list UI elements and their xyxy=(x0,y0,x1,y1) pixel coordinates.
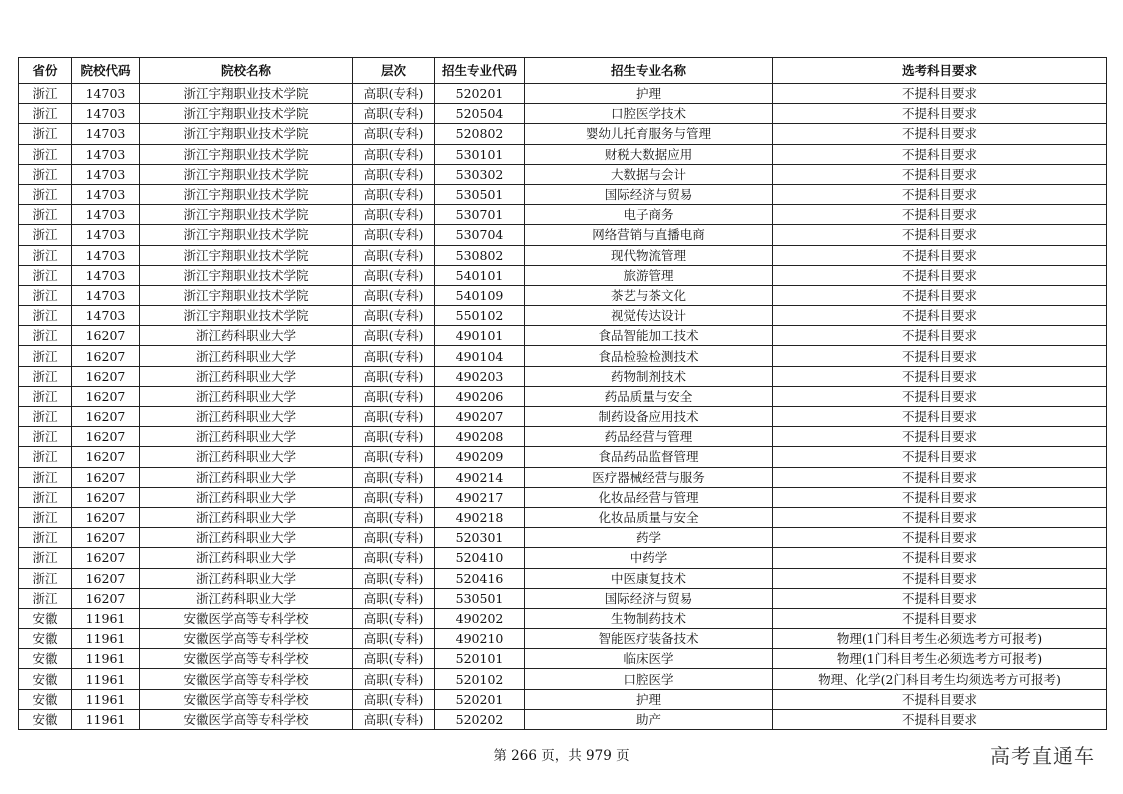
cell-level: 高职(专科) xyxy=(353,629,435,649)
cell-province: 安徽 xyxy=(19,709,72,729)
cell-school-code: 14703 xyxy=(72,205,140,225)
cell-major-code: 520202 xyxy=(435,709,525,729)
cell-level: 高职(专科) xyxy=(353,447,435,467)
cell-subject-requirement: 不提科目要求 xyxy=(773,568,1107,588)
cell-school-name: 浙江宇翔职业技术学院 xyxy=(140,164,353,184)
cell-province: 浙江 xyxy=(19,507,72,527)
cell-province: 浙江 xyxy=(19,144,72,164)
table-row xyxy=(19,245,1107,265)
cell-school-name: 浙江宇翔职业技术学院 xyxy=(140,205,353,225)
table-row xyxy=(19,467,1107,487)
cell-major-name: 财税大数据应用 xyxy=(525,144,773,164)
cell-province: 浙江 xyxy=(19,306,72,326)
cell-province: 安徽 xyxy=(19,629,72,649)
cell-major-name: 护理 xyxy=(525,689,773,709)
cell-subject-requirement: 物理、化学(2门科目考生均须选考方可报考) xyxy=(773,669,1107,689)
cell-major-code: 530704 xyxy=(435,225,525,245)
cell-subject-requirement: 不提科目要求 xyxy=(773,507,1107,527)
cell-level: 高职(专科) xyxy=(353,366,435,386)
cell-school-code: 16207 xyxy=(72,386,140,406)
cell-major-code: 490209 xyxy=(435,447,525,467)
cell-level: 高职(专科) xyxy=(353,164,435,184)
cell-level: 高职(专科) xyxy=(353,588,435,608)
header-major-name: 招生专业名称 xyxy=(525,58,773,84)
table-row xyxy=(19,568,1107,588)
cell-major-name: 助产 xyxy=(525,709,773,729)
cell-major-code: 520102 xyxy=(435,669,525,689)
cell-school-name: 安徽医学高等专科学校 xyxy=(140,669,353,689)
cell-province: 浙江 xyxy=(19,346,72,366)
cell-level: 高职(专科) xyxy=(353,245,435,265)
cell-school-name: 浙江宇翔职业技术学院 xyxy=(140,225,353,245)
cell-major-code: 520504 xyxy=(435,104,525,124)
cell-level: 高职(专科) xyxy=(353,205,435,225)
cell-major-code: 520416 xyxy=(435,568,525,588)
cell-major-name: 电子商务 xyxy=(525,205,773,225)
cell-level: 高职(专科) xyxy=(353,467,435,487)
cell-level: 高职(专科) xyxy=(353,386,435,406)
cell-school-name: 安徽医学高等专科学校 xyxy=(140,649,353,669)
cell-major-name: 医疗器械经营与服务 xyxy=(525,467,773,487)
table-row xyxy=(19,184,1107,204)
table-row xyxy=(19,669,1107,689)
cell-subject-requirement: 不提科目要求 xyxy=(773,326,1107,346)
cell-province: 浙江 xyxy=(19,568,72,588)
table-row xyxy=(19,164,1107,184)
cell-province: 浙江 xyxy=(19,467,72,487)
cell-major-code: 490214 xyxy=(435,467,525,487)
cell-level: 高职(专科) xyxy=(353,608,435,628)
cell-major-code: 490207 xyxy=(435,407,525,427)
cell-school-code: 16207 xyxy=(72,487,140,507)
cell-province: 浙江 xyxy=(19,225,72,245)
cell-school-name: 浙江宇翔职业技术学院 xyxy=(140,144,353,164)
admission-table xyxy=(18,57,1107,730)
cell-province: 浙江 xyxy=(19,164,72,184)
cell-major-code: 530802 xyxy=(435,245,525,265)
cell-province: 浙江 xyxy=(19,245,72,265)
table-row xyxy=(19,285,1107,305)
cell-province: 浙江 xyxy=(19,285,72,305)
cell-province: 浙江 xyxy=(19,447,72,467)
cell-major-name: 药品经营与管理 xyxy=(525,427,773,447)
cell-school-code: 16207 xyxy=(72,346,140,366)
table-row xyxy=(19,709,1107,729)
cell-level: 高职(专科) xyxy=(353,326,435,346)
cell-school-code: 14703 xyxy=(72,104,140,124)
cell-school-code: 16207 xyxy=(72,407,140,427)
cell-school-code: 16207 xyxy=(72,528,140,548)
cell-province: 安徽 xyxy=(19,608,72,628)
cell-major-name: 口腔医学 xyxy=(525,669,773,689)
cell-subject-requirement: 不提科目要求 xyxy=(773,184,1107,204)
cell-major-code: 490210 xyxy=(435,629,525,649)
cell-school-name: 浙江宇翔职业技术学院 xyxy=(140,84,353,104)
cell-major-name: 口腔医学技术 xyxy=(525,104,773,124)
cell-major-code: 520101 xyxy=(435,649,525,669)
cell-school-name: 浙江药科职业大学 xyxy=(140,326,353,346)
cell-subject-requirement: 不提科目要求 xyxy=(773,487,1107,507)
cell-major-code: 530302 xyxy=(435,164,525,184)
cell-level: 高职(专科) xyxy=(353,487,435,507)
cell-school-code: 16207 xyxy=(72,588,140,608)
cell-school-code: 14703 xyxy=(72,225,140,245)
table-row xyxy=(19,629,1107,649)
cell-major-code: 550102 xyxy=(435,306,525,326)
cell-school-code: 11961 xyxy=(72,709,140,729)
cell-major-name: 国际经济与贸易 xyxy=(525,184,773,204)
cell-school-name: 浙江药科职业大学 xyxy=(140,548,353,568)
table-row xyxy=(19,649,1107,669)
cell-school-name: 浙江药科职业大学 xyxy=(140,507,353,527)
header-subject-requirement: 选考科目要求 xyxy=(773,58,1107,84)
cell-subject-requirement: 不提科目要求 xyxy=(773,245,1107,265)
header-level: 层次 xyxy=(353,58,435,84)
cell-major-name: 智能医疗装备技术 xyxy=(525,629,773,649)
cell-subject-requirement: 不提科目要求 xyxy=(773,548,1107,568)
cell-level: 高职(专科) xyxy=(353,689,435,709)
table-row xyxy=(19,346,1107,366)
table-row xyxy=(19,306,1107,326)
cell-province: 安徽 xyxy=(19,689,72,709)
cell-level: 高职(专科) xyxy=(353,407,435,427)
table-row xyxy=(19,548,1107,568)
cell-major-code: 530501 xyxy=(435,588,525,608)
cell-major-code: 530501 xyxy=(435,184,525,204)
cell-subject-requirement: 不提科目要求 xyxy=(773,164,1107,184)
cell-school-name: 浙江药科职业大学 xyxy=(140,588,353,608)
cell-school-code: 11961 xyxy=(72,669,140,689)
cell-major-name: 生物制药技术 xyxy=(525,608,773,628)
cell-school-code: 14703 xyxy=(72,124,140,144)
cell-school-code: 14703 xyxy=(72,164,140,184)
cell-province: 浙江 xyxy=(19,205,72,225)
cell-school-code: 14703 xyxy=(72,144,140,164)
cell-subject-requirement: 不提科目要求 xyxy=(773,608,1107,628)
cell-major-code: 490202 xyxy=(435,608,525,628)
cell-school-code: 16207 xyxy=(72,427,140,447)
cell-school-code: 16207 xyxy=(72,366,140,386)
cell-subject-requirement: 不提科目要求 xyxy=(773,285,1107,305)
cell-school-code: 14703 xyxy=(72,306,140,326)
cell-level: 高职(专科) xyxy=(353,104,435,124)
page-number: 第 266 页，共 979 页 xyxy=(493,748,630,764)
cell-subject-requirement: 不提科目要求 xyxy=(773,104,1107,124)
cell-school-code: 16207 xyxy=(72,326,140,346)
cell-school-code: 16207 xyxy=(72,467,140,487)
cell-province: 浙江 xyxy=(19,265,72,285)
cell-major-name: 食品药品监督管理 xyxy=(525,447,773,467)
table-row xyxy=(19,407,1107,427)
cell-level: 高职(专科) xyxy=(353,184,435,204)
cell-major-code: 490218 xyxy=(435,507,525,527)
cell-major-name: 网络营销与直播电商 xyxy=(525,225,773,245)
table-row xyxy=(19,144,1107,164)
cell-major-code: 490104 xyxy=(435,346,525,366)
cell-school-code: 16207 xyxy=(72,447,140,467)
cell-school-name: 浙江宇翔职业技术学院 xyxy=(140,306,353,326)
cell-subject-requirement: 不提科目要求 xyxy=(773,124,1107,144)
cell-major-code: 530101 xyxy=(435,144,525,164)
table-row xyxy=(19,608,1107,628)
cell-major-code: 490203 xyxy=(435,366,525,386)
cell-level: 高职(专科) xyxy=(353,306,435,326)
table-row xyxy=(19,447,1107,467)
cell-school-name: 浙江药科职业大学 xyxy=(140,386,353,406)
header-school-name: 院校名称 xyxy=(140,58,353,84)
cell-school-name: 浙江宇翔职业技术学院 xyxy=(140,104,353,124)
table-row xyxy=(19,427,1107,447)
cell-school-name: 浙江药科职业大学 xyxy=(140,366,353,386)
cell-subject-requirement: 不提科目要求 xyxy=(773,407,1107,427)
table-header-row xyxy=(19,58,1107,84)
cell-subject-requirement: 不提科目要求 xyxy=(773,709,1107,729)
cell-subject-requirement: 不提科目要求 xyxy=(773,386,1107,406)
cell-subject-requirement: 不提科目要求 xyxy=(773,366,1107,386)
table-row xyxy=(19,487,1107,507)
table-row xyxy=(19,84,1107,104)
cell-province: 浙江 xyxy=(19,326,72,346)
cell-province: 浙江 xyxy=(19,184,72,204)
cell-school-name: 浙江药科职业大学 xyxy=(140,447,353,467)
table-row xyxy=(19,528,1107,548)
cell-school-code: 11961 xyxy=(72,649,140,669)
cell-school-name: 安徽医学高等专科学校 xyxy=(140,689,353,709)
cell-school-name: 浙江宇翔职业技术学院 xyxy=(140,124,353,144)
cell-major-code: 540109 xyxy=(435,285,525,305)
cell-major-name: 旅游管理 xyxy=(525,265,773,285)
cell-province: 浙江 xyxy=(19,487,72,507)
cell-school-name: 浙江药科职业大学 xyxy=(140,427,353,447)
cell-level: 高职(专科) xyxy=(353,285,435,305)
cell-school-name: 浙江药科职业大学 xyxy=(140,346,353,366)
cell-subject-requirement: 不提科目要求 xyxy=(773,689,1107,709)
table-row xyxy=(19,588,1107,608)
cell-major-code: 490101 xyxy=(435,326,525,346)
cell-subject-requirement: 不提科目要求 xyxy=(773,528,1107,548)
cell-level: 高职(专科) xyxy=(353,84,435,104)
cell-province: 浙江 xyxy=(19,588,72,608)
cell-subject-requirement: 不提科目要求 xyxy=(773,306,1107,326)
cell-level: 高职(专科) xyxy=(353,548,435,568)
cell-province: 浙江 xyxy=(19,366,72,386)
cell-school-code: 14703 xyxy=(72,245,140,265)
cell-major-code: 490217 xyxy=(435,487,525,507)
cell-subject-requirement: 不提科目要求 xyxy=(773,588,1107,608)
cell-level: 高职(专科) xyxy=(353,669,435,689)
cell-level: 高职(专科) xyxy=(353,124,435,144)
cell-major-code: 520301 xyxy=(435,528,525,548)
cell-subject-requirement: 物理(1门科目考生必须选考方可报考) xyxy=(773,649,1107,669)
cell-major-name: 视觉传达设计 xyxy=(525,306,773,326)
cell-school-code: 16207 xyxy=(72,507,140,527)
cell-major-name: 药学 xyxy=(525,528,773,548)
cell-major-code: 490206 xyxy=(435,386,525,406)
cell-major-name: 化妆品质量与安全 xyxy=(525,507,773,527)
cell-level: 高职(专科) xyxy=(353,225,435,245)
table-row xyxy=(19,366,1107,386)
cell-school-code: 14703 xyxy=(72,285,140,305)
cell-level: 高职(专科) xyxy=(353,568,435,588)
cell-subject-requirement: 不提科目要求 xyxy=(773,427,1107,447)
cell-major-code: 490208 xyxy=(435,427,525,447)
table-row xyxy=(19,689,1107,709)
cell-level: 高职(专科) xyxy=(353,427,435,447)
cell-province: 浙江 xyxy=(19,427,72,447)
cell-province: 浙江 xyxy=(19,528,72,548)
cell-province: 浙江 xyxy=(19,124,72,144)
cell-major-name: 中医康复技术 xyxy=(525,568,773,588)
cell-school-code: 14703 xyxy=(72,265,140,285)
table-row xyxy=(19,225,1107,245)
cell-major-name: 中药学 xyxy=(525,548,773,568)
cell-level: 高职(专科) xyxy=(353,144,435,164)
cell-province: 安徽 xyxy=(19,669,72,689)
cell-level: 高职(专科) xyxy=(353,649,435,669)
cell-major-name: 国际经济与贸易 xyxy=(525,588,773,608)
cell-province: 浙江 xyxy=(19,386,72,406)
header-major-code: 招生专业代码 xyxy=(435,58,525,84)
cell-major-name: 大数据与会计 xyxy=(525,164,773,184)
table-row xyxy=(19,104,1107,124)
cell-major-code: 540101 xyxy=(435,265,525,285)
watermark-logo: 高考直通车 xyxy=(990,744,1095,768)
cell-school-code: 16207 xyxy=(72,548,140,568)
cell-province: 浙江 xyxy=(19,407,72,427)
cell-school-name: 浙江宇翔职业技术学院 xyxy=(140,265,353,285)
cell-school-code: 14703 xyxy=(72,84,140,104)
cell-level: 高职(专科) xyxy=(353,709,435,729)
table-row xyxy=(19,124,1107,144)
cell-subject-requirement: 不提科目要求 xyxy=(773,144,1107,164)
cell-major-code: 520201 xyxy=(435,689,525,709)
cell-school-name: 浙江宇翔职业技术学院 xyxy=(140,245,353,265)
cell-major-code: 520410 xyxy=(435,548,525,568)
cell-school-code: 14703 xyxy=(72,184,140,204)
cell-subject-requirement: 不提科目要求 xyxy=(773,205,1107,225)
cell-major-name: 临床医学 xyxy=(525,649,773,669)
cell-school-name: 安徽医学高等专科学校 xyxy=(140,629,353,649)
cell-major-name: 婴幼儿托育服务与管理 xyxy=(525,124,773,144)
cell-level: 高职(专科) xyxy=(353,265,435,285)
cell-subject-requirement: 不提科目要求 xyxy=(773,467,1107,487)
cell-subject-requirement: 物理(1门科目考生必须选考方可报考) xyxy=(773,629,1107,649)
table-row xyxy=(19,507,1107,527)
cell-school-code: 16207 xyxy=(72,568,140,588)
cell-subject-requirement: 不提科目要求 xyxy=(773,225,1107,245)
cell-school-code: 11961 xyxy=(72,608,140,628)
cell-school-name: 安徽医学高等专科学校 xyxy=(140,709,353,729)
cell-major-name: 食品检验检测技术 xyxy=(525,346,773,366)
cell-major-code: 520802 xyxy=(435,124,525,144)
cell-school-code: 11961 xyxy=(72,689,140,709)
table-row xyxy=(19,205,1107,225)
cell-school-name: 安徽医学高等专科学校 xyxy=(140,608,353,628)
cell-major-name: 药品质量与安全 xyxy=(525,386,773,406)
cell-province: 浙江 xyxy=(19,84,72,104)
cell-school-code: 11961 xyxy=(72,629,140,649)
header-province: 省份 xyxy=(19,58,72,84)
cell-major-name: 制药设备应用技术 xyxy=(525,407,773,427)
cell-major-name: 食品智能加工技术 xyxy=(525,326,773,346)
cell-level: 高职(专科) xyxy=(353,528,435,548)
cell-province: 安徽 xyxy=(19,649,72,669)
cell-major-code: 530701 xyxy=(435,205,525,225)
cell-major-code: 520201 xyxy=(435,84,525,104)
cell-school-name: 浙江宇翔职业技术学院 xyxy=(140,285,353,305)
cell-school-name: 浙江药科职业大学 xyxy=(140,407,353,427)
header-school-code: 院校代码 xyxy=(72,58,140,84)
cell-school-name: 浙江药科职业大学 xyxy=(140,528,353,548)
table-row xyxy=(19,386,1107,406)
cell-major-name: 护理 xyxy=(525,84,773,104)
cell-subject-requirement: 不提科目要求 xyxy=(773,346,1107,366)
cell-school-name: 浙江药科职业大学 xyxy=(140,487,353,507)
cell-subject-requirement: 不提科目要求 xyxy=(773,447,1107,467)
cell-subject-requirement: 不提科目要求 xyxy=(773,84,1107,104)
table-row xyxy=(19,326,1107,346)
cell-province: 浙江 xyxy=(19,548,72,568)
cell-level: 高职(专科) xyxy=(353,507,435,527)
cell-province: 浙江 xyxy=(19,104,72,124)
cell-major-name: 茶艺与茶文化 xyxy=(525,285,773,305)
cell-school-name: 浙江宇翔职业技术学院 xyxy=(140,184,353,204)
cell-school-name: 浙江药科职业大学 xyxy=(140,568,353,588)
cell-major-name: 药物制剂技术 xyxy=(525,366,773,386)
cell-major-name: 现代物流管理 xyxy=(525,245,773,265)
cell-subject-requirement: 不提科目要求 xyxy=(773,265,1107,285)
cell-level: 高职(专科) xyxy=(353,346,435,366)
cell-school-name: 浙江药科职业大学 xyxy=(140,467,353,487)
table-row xyxy=(19,265,1107,285)
cell-major-name: 化妆品经营与管理 xyxy=(525,487,773,507)
